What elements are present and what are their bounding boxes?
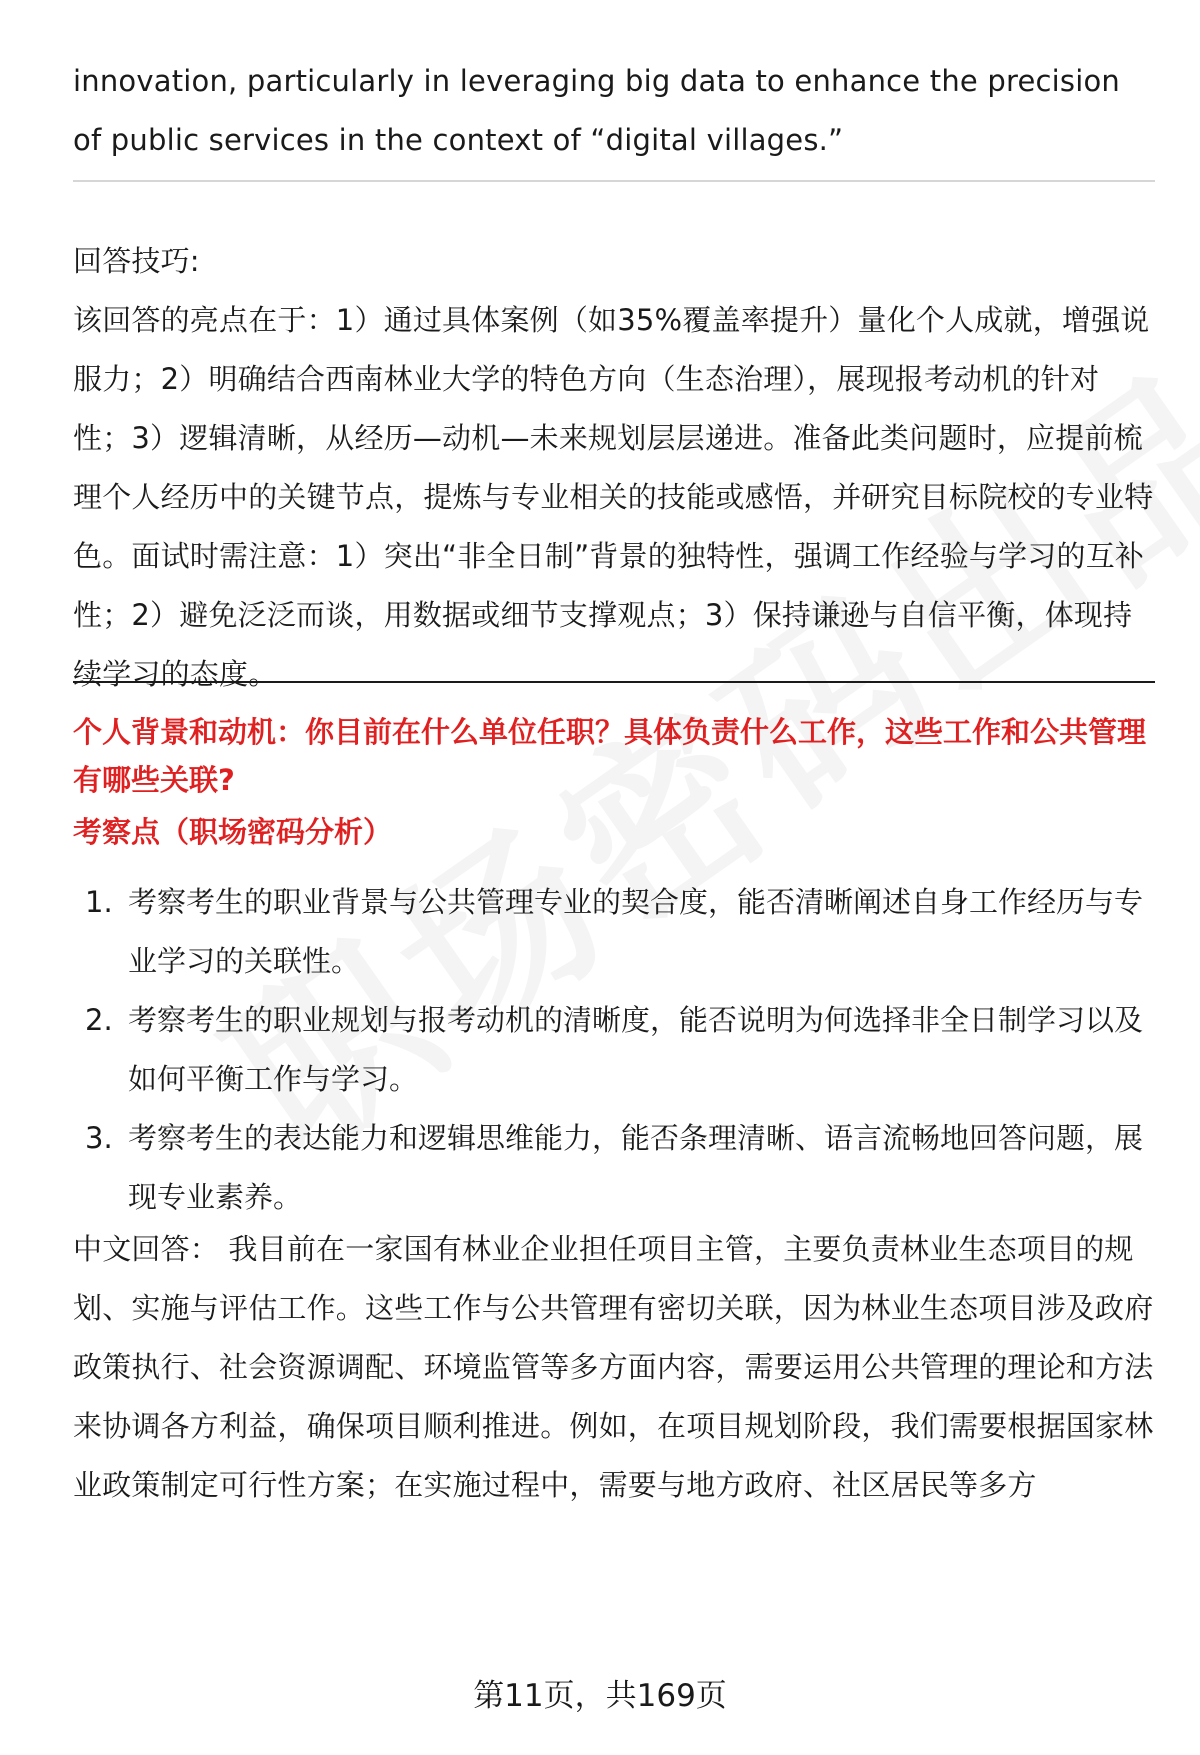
tips-body: 该回答的亮点在于：1）通过具体案例（如35%覆盖率提升）量化个人成就，增强说服力；2）明确结合西南林业大学的特色方向（生态治理），展现报考动机的针对性；3）逻辑清晰，从经历—动机—未来规划层层递进。准备此类问题时，应提前梳理个人经历中的关键节点，提炼与专业相关的技能或感悟，并研究目标院校的专业特色。面试时需注意：1）突出“非全日制”背景的独特性，强调工作经验与学习的互补性；2）避免泛泛而谈，用数据或细节支撑观点；3）保持谦逊与自信平衡，体现持续学习的态度。 [73,303,1154,691]
list-number: 3. [85,1121,113,1155]
list-item [73,991,1155,1109]
list-text: 考察考生的职业背景与公共管理专业的契合度，能否清晰阐述自身工作经历与专业学习的关联性。 [128,885,1144,978]
list-text: 考察考生的表达能力和逻辑思维能力，能否条理清晰、语言流畅地回答问题，展现专业素养。 [128,1121,1144,1214]
list-text: 考察考生的职业规划与报考动机的清晰度，能否说明为何选择非全日制学习以及如何平衡工作与学习。 [128,1003,1144,1096]
answer-tips-section [73,232,1155,704]
divider-light [73,180,1155,182]
question-heading: 个人背景和动机：你目前在什么单位任职？具体负责什么工作，这些工作和公共管理有哪些关联? [73,715,1147,797]
page-footer: 第11页，共169页 [473,1678,727,1714]
list-number: 1. [85,885,113,919]
divider-dark [73,681,1155,683]
list-number: 2. [85,1003,113,1037]
list-item [73,1109,1155,1227]
list-item [73,873,1155,991]
chinese-answer-paragraph: 中文回答： 我目前在一家国有林业企业担任项目主管，主要负责林业生态项目的规划、实施与评估工作。这些工作与公共管理有密切关联，因为林业生态项目涉及政府政策执行、社会资源调配、环境监管等多方面内容，需要运用公共管理的理论和方法来协调各方利益，确保项目顺利推进。例如，在项目规划阶段，我们需要根据国家林业政策制定可行性方案；在实施过程中，需要与地方政府、社区居民等多方 [73,1232,1154,1502]
exam-points-list [73,873,1155,1227]
tips-label: 回答技巧: [73,244,200,278]
intro-paragraph: innovation, particularly in leveraging big data to enhance the precision of public services in the context of “digital villages.” [73,64,1121,157]
subheading-exam-points: 考察点（职场密码分析） [73,815,393,849]
